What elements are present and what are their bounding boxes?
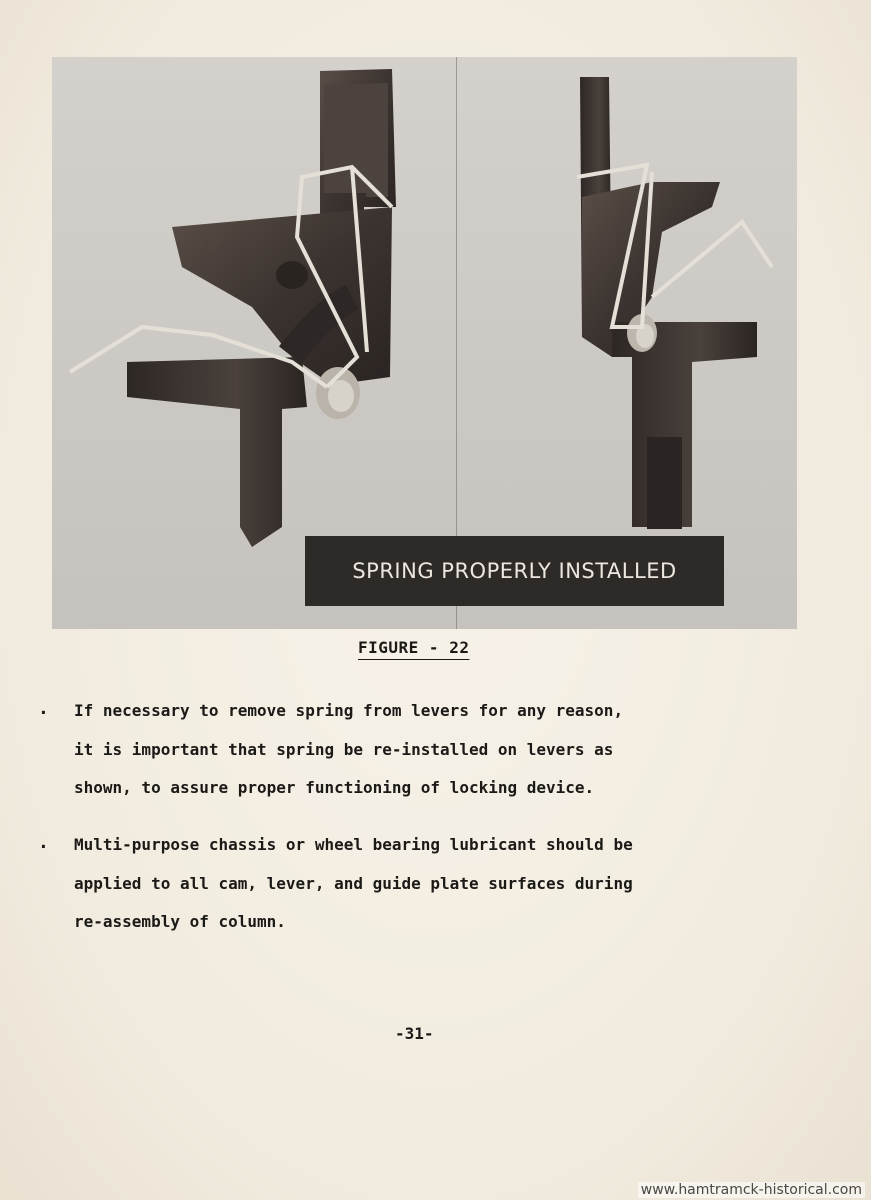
bullet-text: If necessary to remove spring from levers for any reason, it is important that spring be re-installed on levers as shown, to assure proper functioning of locking device.	[74, 701, 624, 797]
bullet-marker: .	[38, 832, 49, 853]
figure-banner	[305, 536, 724, 606]
site-watermark: www.hamtramck-historical.com	[638, 1182, 865, 1198]
right-lever-assembly	[577, 77, 772, 529]
figure-caption: FIGURE - 22	[358, 638, 470, 657]
list-item	[38, 826, 758, 942]
left-lever-assembly	[70, 69, 396, 547]
page-number: -31-	[395, 1024, 434, 1043]
bullet-marker: .	[38, 698, 49, 719]
figure-photo	[52, 57, 797, 629]
bullet-text: Multi-purpose chassis or wheel bearing lubricant should be applied to all cam, lever, and guide plate surfaces during re-assembly of column.	[74, 835, 633, 931]
banner-text: SPRING PROPERLY INSTALLED	[352, 559, 677, 583]
list-item	[38, 692, 758, 808]
